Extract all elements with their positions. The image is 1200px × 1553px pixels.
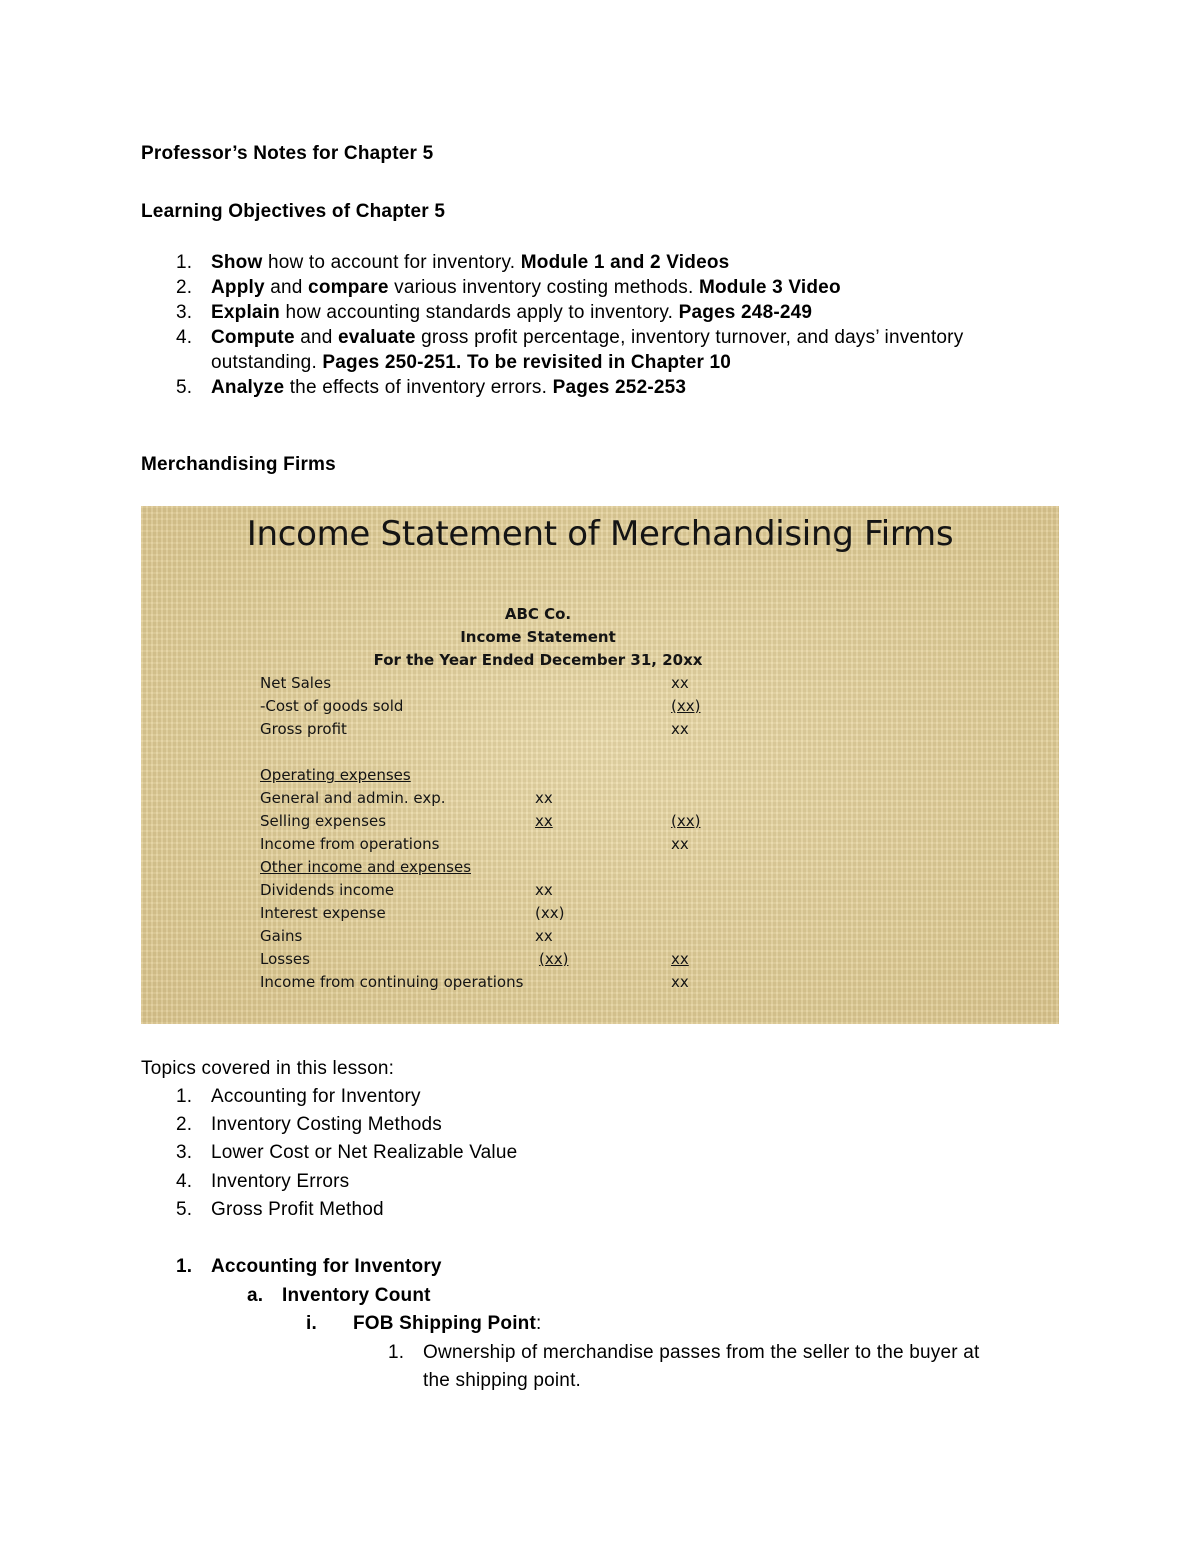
- subsubsection-title-text: FOB Shipping Point: [353, 1313, 537, 1334]
- company-name: ABC Co.: [504, 605, 572, 623]
- statement-row: [141, 835, 1059, 857]
- row-value-col1: xx: [535, 927, 553, 945]
- list-item: Inventory Errors: [211, 1171, 350, 1192]
- objective-text: outstanding.: [211, 352, 323, 373]
- topics-intro: Topics covered in this lesson:: [141, 1058, 395, 1079]
- statement-row: [141, 904, 1059, 926]
- statement-row: [141, 789, 1059, 811]
- income-statement-slide-image: [141, 506, 1059, 1024]
- statement-row: [141, 812, 1059, 834]
- list-item-text: [211, 277, 841, 299]
- row-label-section: Other income and expenses: [260, 858, 472, 876]
- row-value-col2: xx: [671, 950, 689, 968]
- objective-text: and: [294, 327, 338, 348]
- subsubsection-numeral: i.: [306, 1313, 317, 1334]
- slide-title: Income Statement of Merchandising Firms: [246, 514, 954, 554]
- objective-verb: Explain: [211, 302, 280, 323]
- list-item-text-continued: [211, 352, 731, 374]
- objective-verb: Compute: [211, 327, 295, 348]
- objective-verb: Show: [211, 252, 263, 273]
- list-number: 2.: [176, 1114, 193, 1135]
- statement-row: [141, 858, 1059, 880]
- statement-name: Income Statement: [460, 628, 616, 646]
- objective-ref: Pages 252-253: [552, 377, 687, 398]
- row-label: -Cost of goods sold: [260, 697, 404, 715]
- objective-text: various inventory costing methods.: [388, 277, 699, 298]
- objective-text: the effects of inventory errors.: [284, 377, 553, 398]
- statement-row: [141, 881, 1059, 903]
- row-label: Net Sales: [260, 674, 332, 692]
- list-number: 3.: [176, 1142, 193, 1163]
- row-label: Interest expense: [260, 904, 386, 922]
- row-value-col2: xx: [671, 973, 689, 991]
- section-title: Accounting for Inventory: [211, 1256, 442, 1277]
- row-label: Gains: [260, 927, 303, 945]
- list-number: 1.: [388, 1342, 405, 1363]
- objectives-title: Learning Objectives of Chapter 5: [141, 201, 446, 222]
- list-number: 1.: [176, 252, 193, 273]
- list-number: 5.: [176, 377, 193, 398]
- objective-verb: Apply: [211, 277, 265, 298]
- list-number: 4.: [176, 327, 193, 348]
- row-label-section: Operating expenses: [260, 766, 411, 784]
- row-label: Gross profit: [260, 720, 347, 738]
- row-value-col2: (xx): [671, 697, 701, 715]
- list-item: Accounting for Inventory: [211, 1086, 421, 1107]
- statement-row: [141, 973, 1059, 995]
- objective-ref: Pages 250-251. To be revisited in Chapter 10: [322, 352, 732, 373]
- row-value-col2: xx: [671, 835, 689, 853]
- row-value-col1: xx: [535, 881, 553, 899]
- subsection-letter: a.: [247, 1285, 264, 1306]
- objective-text: how accounting standards apply to inventory.: [279, 302, 679, 323]
- objective-text: and: [264, 277, 309, 298]
- list-item: [176, 327, 192, 349]
- row-label: General and admin. exp.: [260, 789, 446, 807]
- section-heading-merchandising: Merchandising Firms: [141, 454, 336, 475]
- statement-row: [141, 674, 1059, 696]
- statement-row-blank: [141, 743, 1059, 765]
- row-value-col2: (xx): [671, 812, 701, 830]
- list-item-text: [211, 302, 812, 324]
- row-value-col1: (xx): [535, 904, 565, 922]
- list-number: 2.: [176, 277, 193, 298]
- list-number: 4.: [176, 1171, 193, 1192]
- row-value-col2: xx: [671, 720, 689, 738]
- point-text-continued: the shipping point.: [423, 1370, 582, 1391]
- row-value-col1: (xx): [539, 950, 569, 968]
- row-label: Income from continuing operations: [260, 973, 524, 991]
- statement-row: [141, 766, 1059, 788]
- objective-verb: Analyze: [211, 377, 285, 398]
- statement-row: [141, 697, 1059, 719]
- statement-row: [141, 950, 1059, 972]
- row-label: Income from operations: [260, 835, 440, 853]
- objective-text: how to account for inventory.: [262, 252, 521, 273]
- row-value-col1: xx: [535, 812, 553, 830]
- statement-row: [141, 927, 1059, 949]
- statement-row: [141, 720, 1059, 742]
- row-value-col1: xx: [535, 789, 553, 807]
- list-number: 5.: [176, 1199, 193, 1220]
- list-number: 3.: [176, 302, 193, 323]
- list-item: [176, 377, 192, 399]
- row-label: Selling expenses: [260, 812, 387, 830]
- row-label: Losses: [260, 950, 310, 968]
- objective-ref: Pages 248-249: [678, 302, 813, 323]
- colon: :: [536, 1313, 542, 1334]
- objective-ref: Module 1 and 2 Videos: [520, 252, 730, 273]
- row-value-col2: xx: [671, 674, 689, 692]
- section-number: 1.: [176, 1256, 193, 1277]
- list-item: [176, 277, 192, 299]
- list-item: Gross Profit Method: [211, 1199, 384, 1220]
- subsection-title: Inventory Count: [282, 1285, 431, 1306]
- list-item: Inventory Costing Methods: [211, 1114, 443, 1135]
- statement-period: For the Year Ended December 31, 20xx: [373, 651, 703, 669]
- objective-ref: Module 3 Video: [698, 277, 841, 298]
- list-item-text: [211, 327, 963, 349]
- list-item: Lower Cost or Net Realizable Value: [211, 1142, 518, 1163]
- point-text: Ownership of merchandise passes from the seller to the buyer at: [423, 1342, 980, 1363]
- page-title: Professor’s Notes for Chapter 5: [141, 143, 434, 164]
- objective-text: gross profit percentage, inventory turnover, and days’ inventory: [415, 327, 964, 348]
- objective-verb: evaluate: [338, 327, 416, 348]
- row-label: Dividends income: [260, 881, 395, 899]
- subsubsection-title: [353, 1313, 542, 1335]
- objective-verb: compare: [308, 277, 389, 298]
- list-number: 1.: [176, 1086, 193, 1107]
- list-item-text: [211, 377, 686, 399]
- list-item-text: [211, 252, 729, 274]
- list-item: [176, 252, 192, 274]
- list-item: [176, 302, 192, 324]
